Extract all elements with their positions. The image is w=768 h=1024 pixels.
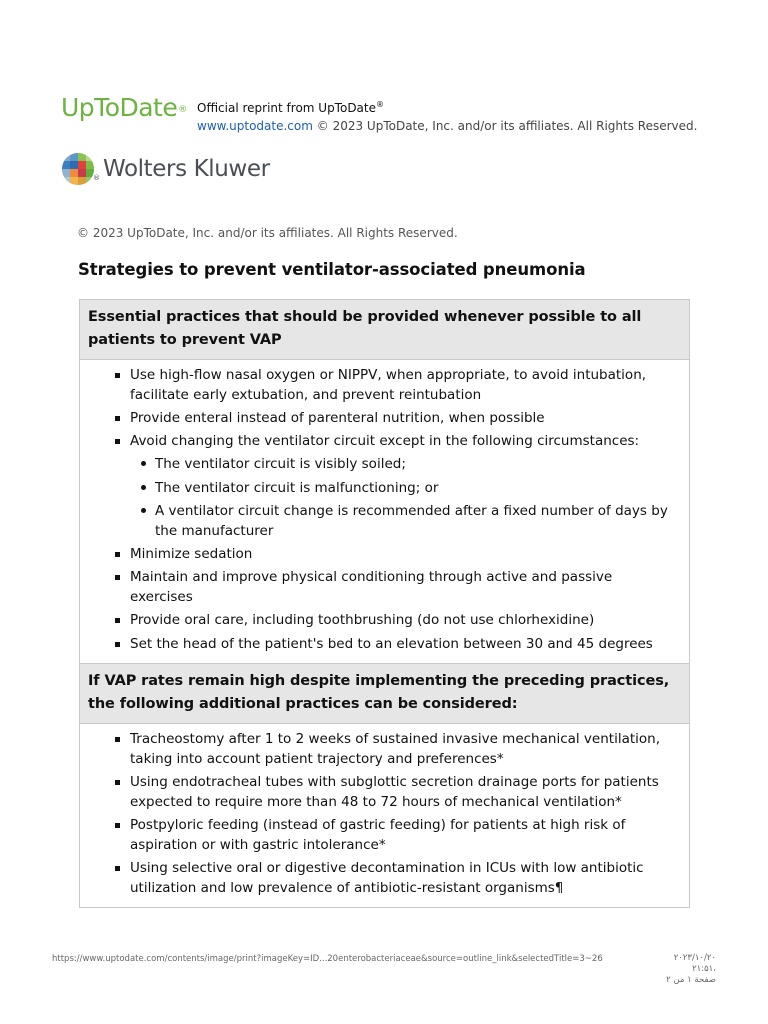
header-rights: © 2023 UpToDate, Inc. and/or its affiliates. All Rights Reserved. [316, 119, 698, 133]
reprint-notice [197, 96, 697, 135]
list-item: Provide oral care, including toothbrushing (do not use chlorhexidine) [130, 610, 679, 630]
additional-practices-list [88, 729, 679, 899]
sub-list-item: The ventilator circuit is malfunctioning; or [155, 478, 679, 498]
brand-name: UpToDate [61, 93, 178, 122]
footer-page-info [656, 953, 716, 986]
list-item: Using endotracheal tubes with subglottic secretion drainage ports for patients expected to require more than 48 to 72 hours of mechanical ventilation* [130, 772, 679, 812]
reprint-header [61, 92, 741, 132]
essential-practices-list [88, 365, 679, 654]
circuit-change-circumstances-list [130, 454, 679, 540]
section-heading-additional: If VAP rates remain high despite implementing the preceding practices, the following additional practices can be considered: [80, 664, 689, 724]
list-item: Set the head of the patient's bed to an elevation between 30 and 45 degrees [130, 634, 679, 654]
copyright-notice: © 2023 UpToDate, Inc. and/or its affiliates. All Rights Reserved. [77, 226, 458, 240]
publisher-name: Wolters Kluwer [103, 156, 270, 182]
uptodate-logo [61, 92, 187, 124]
footer-datetime: ۲۰۲۳/۱۰/۲۰ ،۲۱:۵۱ [673, 953, 716, 974]
list-item: Maintain and improve physical conditioning through active and passive exercises [130, 567, 679, 607]
section-body-essential [80, 360, 689, 664]
reprint-line: Official reprint from UpToDate [197, 101, 376, 115]
section-heading-essential: Essential practices that should be provided whenever possible to all patients to prevent VAP [80, 300, 689, 360]
reprint-registered-mark: ® [376, 100, 384, 109]
wolters-kluwer-mosaic-logo-icon [61, 152, 95, 186]
section-body-additional [80, 724, 689, 908]
wolters-kluwer-logo [61, 152, 281, 186]
strategies-table [79, 299, 690, 908]
list-item: Tracheostomy after 1 to 2 weeks of sustained invasive mechanical ventilation, taking into account patient trajectory and preferences* [130, 729, 679, 769]
page-title: Strategies to prevent ventilator-associated pneumonia [78, 260, 586, 279]
uptodate-link[interactable]: www.uptodate.com [197, 119, 313, 133]
list-item-text: Avoid changing the ventilator circuit except in the following circumstances: [130, 433, 640, 450]
list-item: Postpyloric feeding (instead of gastric feeding) for patients at high risk of aspiration or with gastric intolerance* [130, 815, 679, 855]
sub-list-item: A ventilator circuit change is recommended after a fixed number of days by the manufacturer [155, 501, 679, 541]
brand-registered-mark: ® [178, 105, 187, 115]
list-item: Use high-flow nasal oxygen or NIPPV, when appropriate, to avoid intubation, facilitate early extubation, and prevent reintubation [130, 365, 679, 405]
list-item: Minimize sedation [130, 544, 679, 564]
sub-list-item: The ventilator circuit is visibly soiled; [155, 454, 679, 474]
list-item: Using selective oral or digestive decontamination in ICUs with low antibiotic utilization and low prevalence of antibiotic-resistant organisms¶ [130, 858, 679, 898]
list-item: Provide enteral instead of parenteral nutrition, when possible [130, 408, 679, 428]
list-item [130, 431, 679, 540]
footer-url: https://www.uptodate.com/contents/image/print?imageKey=ID...20enterobacteriaceae&source=outline_link&selectedTitle=3~26 [52, 954, 603, 964]
footer-page-number: صفحة ۱ من ۲ [666, 975, 716, 985]
publisher-registered-mark: ® [93, 174, 100, 182]
